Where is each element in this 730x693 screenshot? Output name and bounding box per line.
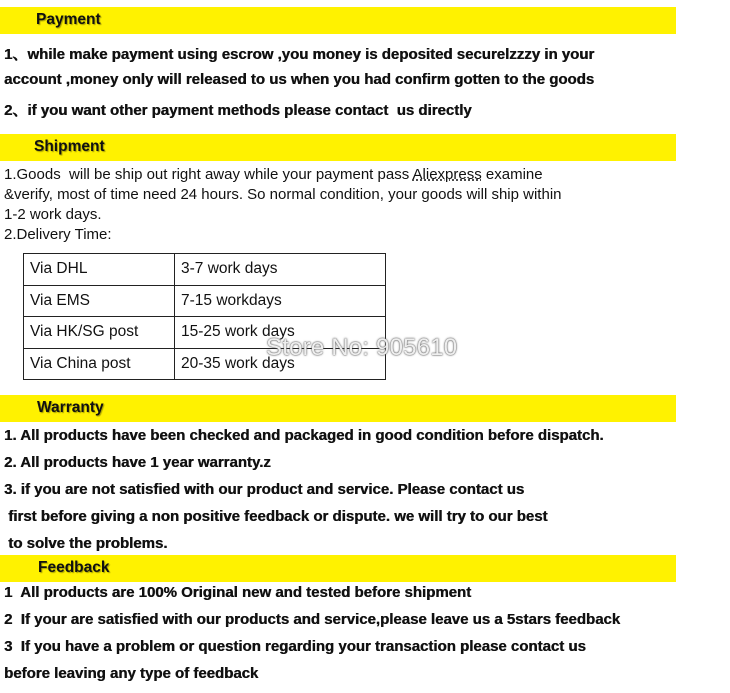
delivery-method-cell: Via HK/SG post: [24, 317, 175, 349]
feedback-line-4: before leaving any type of feedback: [4, 665, 259, 682]
shipment-line-1-prefix: 1.Goods will be ship out right away while your payment pass: [4, 166, 413, 183]
warranty-line-5: to solve the problems.: [4, 535, 168, 552]
delivery-method-cell: Via EMS: [24, 285, 175, 317]
aliexpress-text: Aliexpress: [412, 166, 482, 183]
feedback-line-2: 2 If your are satisfied with our products and service,please leave us a 5stars feedback: [4, 611, 621, 628]
delivery-method-cell: Via DHL: [24, 254, 175, 286]
shipment-line-1-suffix: examine: [481, 166, 543, 183]
warranty-title: Warranty: [37, 399, 104, 416]
table-row: [24, 254, 386, 286]
warranty-line-2: 2. All products have 1 year warranty.z: [4, 454, 271, 471]
store-watermark: Store No: 905610: [266, 334, 458, 361]
delivery-method-cell: Via China post: [24, 348, 175, 380]
delivery-time-cell: 3-7 work days: [175, 254, 386, 286]
warranty-line-3: 3. if you are not satisfied with our product and service. Please contact us: [4, 481, 525, 498]
payment-line-3: 2、if you want other payment methods please contact us directly: [4, 102, 472, 119]
warranty-line-1: 1. All products have been checked and packaged in good condition before dispatch.: [4, 427, 604, 444]
feedback-line-3: 3 If you have a problem or question regarding your transaction please contact us: [4, 638, 586, 655]
shipment-line-3: 1-2 work days.: [4, 206, 102, 223]
feedback-line-1: 1 All products are 100% Original new and tested before shipment: [4, 584, 472, 601]
shipment-line-1: [4, 166, 543, 183]
delivery-time-cell: 15-25 work days: [175, 317, 386, 349]
shipment-line-2: &verify, most of time need 24 hours. So normal condition, your goods will ship within: [4, 186, 562, 203]
warranty-header-band: [0, 395, 676, 422]
feedback-header-band: [0, 555, 676, 582]
shipment-title: Shipment: [34, 138, 105, 155]
table-row: [24, 285, 386, 317]
payment-line-2: account ,money only will released to us when you had confirm gotten to the goods: [4, 71, 595, 88]
warranty-line-4: first before giving a non positive feedback or dispute. we will try to our best: [4, 508, 548, 525]
delivery-time-cell: 20-35 work days: [175, 348, 386, 380]
delivery-time-cell: 7-15 workdays: [175, 285, 386, 317]
payment-header-band: [0, 7, 676, 34]
shipment-line-4: 2.Delivery Time:: [4, 226, 112, 243]
feedback-title: Feedback: [38, 559, 110, 576]
payment-line-1: 1、while make payment using escrow ,you money is deposited securelzzzy in your: [4, 46, 595, 63]
shipment-header-band: [0, 134, 676, 161]
payment-title: Payment: [36, 11, 101, 28]
